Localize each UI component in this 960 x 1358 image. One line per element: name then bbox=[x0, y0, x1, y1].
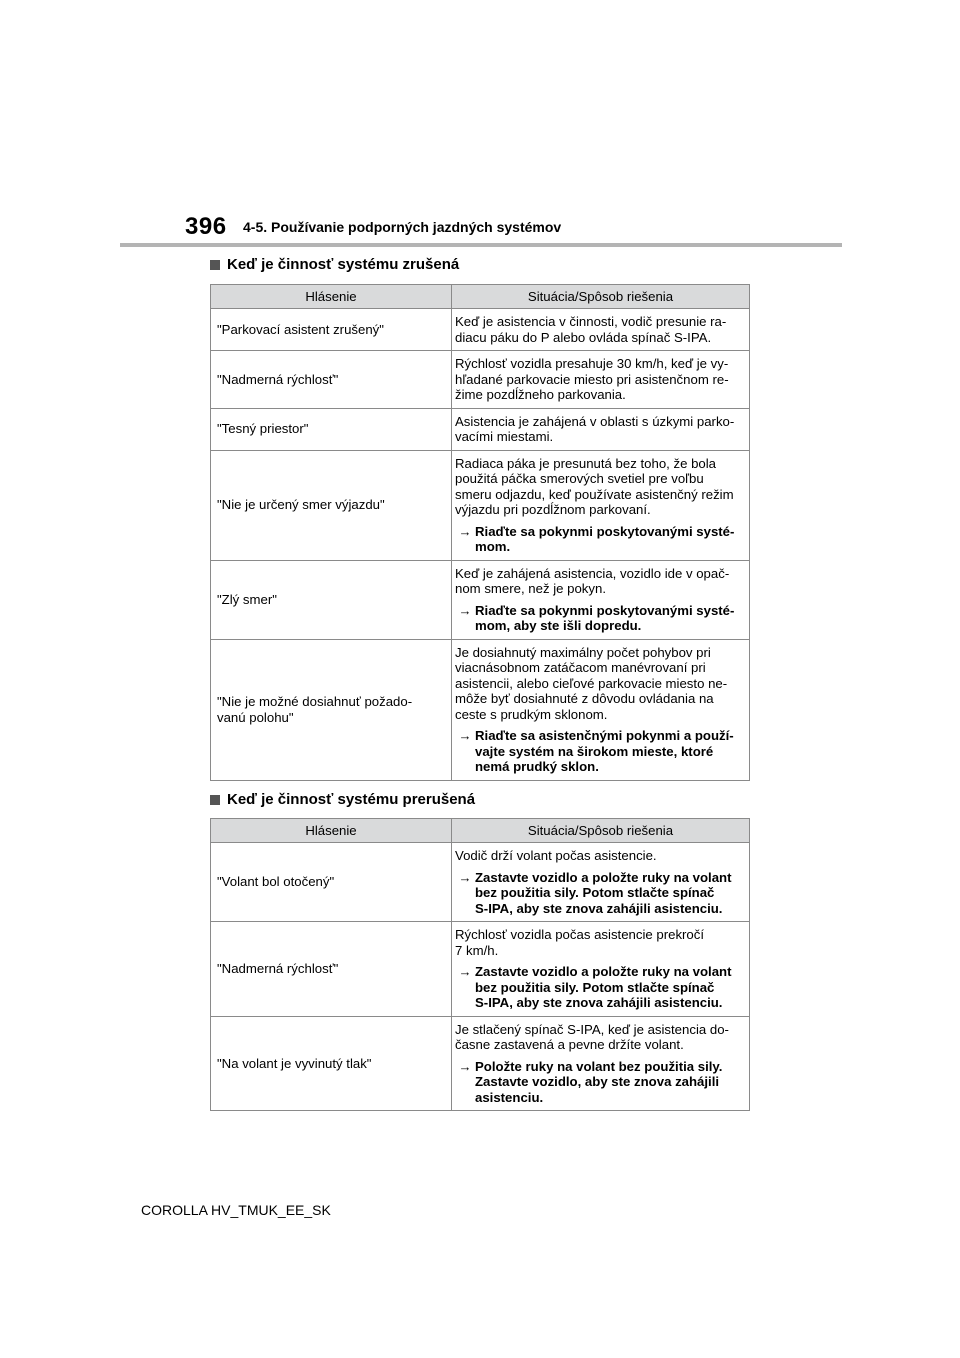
situation-cell bbox=[452, 922, 750, 1017]
section-heading-text: Keď je činnosť systému prerušená bbox=[227, 791, 476, 808]
table-row bbox=[211, 922, 750, 1017]
situation-text: použitá páčka smerových svetiel pre voľbu bbox=[455, 471, 704, 486]
situation-cell bbox=[452, 1016, 750, 1111]
table-row bbox=[211, 560, 750, 639]
footer-model-code: COROLLA HV_TMUK_EE_SK bbox=[141, 1202, 331, 1218]
situation-text: Radiaca páka je presunutá bez toho, že bola bbox=[455, 455, 717, 471]
situation-cell bbox=[452, 560, 750, 639]
action-instruction bbox=[455, 870, 745, 917]
message-cell bbox=[211, 351, 452, 409]
table-body bbox=[211, 843, 750, 1111]
message-text: "Zlý smer" bbox=[217, 591, 277, 607]
message-cell bbox=[211, 408, 452, 450]
situation-text: asistencii, alebo cieľové parkovacie miesto ne- bbox=[455, 675, 728, 691]
right-arrow-icon: → bbox=[458, 602, 472, 618]
message-cell bbox=[211, 560, 452, 639]
action-line: mom, aby ste išli dopredu. bbox=[475, 618, 642, 633]
table-row bbox=[211, 450, 750, 560]
situation-text: diacu páku do P alebo ovláda spínač S-IPA. bbox=[455, 329, 712, 345]
page-number: 396 bbox=[185, 213, 227, 240]
situation-text: hľadané parkovacie miesto pri asistenčnom re- bbox=[455, 371, 729, 387]
right-arrow-icon: → bbox=[458, 1058, 472, 1074]
action-line: nemá prudký sklon. bbox=[475, 759, 599, 774]
action-text bbox=[475, 603, 734, 634]
situation-text: Je stlačený spínač S-IPA, keď je asistencia do- bbox=[455, 1021, 729, 1037]
right-arrow-icon: → bbox=[458, 964, 472, 979]
situation-text: 7 km/h. bbox=[455, 942, 499, 958]
table-row bbox=[211, 408, 750, 450]
situation-text: výjazdu pri pozdĺžnom parkovaní. bbox=[455, 502, 651, 517]
table-row bbox=[211, 639, 750, 780]
message-cell bbox=[211, 922, 452, 1017]
situation-cell bbox=[452, 843, 750, 922]
situation-cell bbox=[452, 351, 750, 409]
message-text: "Nie je určený smer výjazdu" bbox=[217, 497, 385, 513]
message-cell bbox=[211, 639, 452, 780]
situation-text: ceste s prudkým sklonom. bbox=[455, 706, 608, 722]
message-cell bbox=[211, 309, 452, 351]
situation-cell bbox=[452, 639, 750, 780]
message-text: "Na volant je vyvinutý tlak" bbox=[217, 1055, 372, 1071]
action-text bbox=[475, 964, 731, 1011]
action-line: Riaďte sa pokynmi poskytovanými systé- bbox=[475, 602, 735, 618]
situation-text: Rýchlosť vozidla počas asistencie prekročí bbox=[455, 927, 705, 942]
right-arrow-icon: → bbox=[458, 523, 472, 539]
situation-text: smeru odjazdu, keď používate asistenčný režim bbox=[455, 486, 734, 502]
situation-cell bbox=[452, 309, 750, 351]
situation-text: žime pozdĺžneho parkovania. bbox=[455, 387, 626, 402]
chapter-title: 4-5. Používanie podporných jazdných systémov bbox=[243, 219, 562, 235]
action-text bbox=[475, 1059, 722, 1106]
action-line: S-IPA, aby ste znova zahájili asistenciu. bbox=[475, 900, 723, 916]
action-instruction bbox=[455, 524, 745, 555]
section-heading-interrupted bbox=[210, 791, 475, 808]
action-line: mom. bbox=[475, 539, 511, 554]
action-line: Riaďte sa asistenčnými pokynmi a použí- bbox=[475, 728, 734, 743]
table-row bbox=[211, 309, 750, 351]
table-header-row bbox=[211, 285, 750, 309]
square-bullet-icon bbox=[210, 260, 220, 270]
action-line: vajte systém na širokom mieste, ktoré bbox=[475, 743, 714, 759]
header-divider bbox=[120, 243, 842, 247]
situation-text: Keď je asistencia v činnosti, vodič presunie ra- bbox=[455, 314, 727, 329]
message-text: "Nadmerná rýchlosť" bbox=[217, 961, 339, 976]
square-bullet-icon bbox=[210, 795, 220, 805]
action-line: bez použitia sily. Potom stlačte spínač bbox=[475, 885, 715, 900]
message-text: "Nie je možné dosiahnuť požado- bbox=[217, 694, 413, 709]
situation-text: Je dosiahnutý maximálny počet pohybov pri bbox=[455, 644, 711, 660]
action-text bbox=[475, 524, 734, 555]
section-heading-cancelled bbox=[210, 256, 459, 273]
message-text: "Nadmerná rýchlosť" bbox=[217, 371, 339, 387]
right-arrow-icon: → bbox=[458, 869, 472, 885]
action-line: Zastavte vozidlo a položte ruky na volant bbox=[475, 964, 732, 979]
message-text: vanú polohu" bbox=[217, 709, 294, 725]
action-instruction bbox=[455, 1059, 745, 1106]
section-heading-text: Keď je činnosť systému zrušená bbox=[227, 256, 460, 273]
situation-text: viacnásobnom zatáčacom manévrovaní pri bbox=[455, 660, 706, 675]
table-row bbox=[211, 351, 750, 409]
message-text: "Parkovací asistent zrušený" bbox=[217, 321, 384, 337]
message-table bbox=[210, 284, 750, 781]
message-text: "Tesný priestor" bbox=[217, 421, 309, 437]
action-text bbox=[475, 728, 734, 775]
table-row bbox=[211, 1016, 750, 1111]
action-line: Položte ruky na volant bez použitia sily. bbox=[475, 1058, 723, 1074]
column-header: Situácia/Spôsob riešenia bbox=[452, 819, 750, 843]
action-text bbox=[475, 870, 731, 917]
action-line: bez použitia sily. Potom stlačte spínač bbox=[475, 979, 715, 995]
situation-text: Keď je zahájená asistencia, vozidlo ide v opač- bbox=[455, 565, 730, 581]
action-line: Zastavte vozidlo, aby ste znova zahájili bbox=[475, 1074, 720, 1089]
message-cell bbox=[211, 1016, 452, 1111]
action-line: S-IPA, aby ste znova zahájili asistenciu. bbox=[475, 995, 723, 1010]
column-header: Hlásenie bbox=[211, 285, 452, 309]
situation-text: Rýchlosť vozidla presahuje 30 km/h, keď je vy- bbox=[455, 356, 729, 371]
message-cell bbox=[211, 843, 452, 922]
situation-text: nom smere, než je pokyn. bbox=[455, 581, 606, 596]
message-cell bbox=[211, 450, 452, 560]
action-instruction bbox=[455, 603, 745, 634]
situation-cell bbox=[452, 450, 750, 560]
situation-text: vacími miestami. bbox=[455, 429, 554, 444]
table-body bbox=[211, 309, 750, 781]
table-header-row bbox=[211, 819, 750, 843]
situation-text: môže byť dosiahnuté z dôvodu ovládania na bbox=[455, 691, 714, 706]
right-arrow-icon: → bbox=[458, 728, 472, 743]
action-line: Riaďte sa pokynmi poskytovanými systé- bbox=[475, 523, 735, 539]
situation-cell bbox=[452, 408, 750, 450]
message-table bbox=[210, 818, 750, 1111]
message-text: "Volant bol otočený" bbox=[217, 874, 335, 890]
action-instruction bbox=[455, 728, 745, 775]
action-line: asistenciu. bbox=[475, 1089, 544, 1105]
situation-text: Vodič drží volant počas asistencie. bbox=[455, 848, 657, 863]
situation-text: časne zastavená a pevne držíte volant. bbox=[455, 1037, 684, 1052]
situation-text: Asistencia je zahájená v oblasti s úzkymi parko- bbox=[455, 413, 735, 429]
action-instruction bbox=[455, 964, 745, 1011]
column-header: Situácia/Spôsob riešenia bbox=[452, 285, 750, 309]
column-header: Hlásenie bbox=[211, 819, 452, 843]
action-line: Zastavte vozidlo a položte ruky na volant bbox=[475, 869, 732, 885]
table-row bbox=[211, 843, 750, 922]
